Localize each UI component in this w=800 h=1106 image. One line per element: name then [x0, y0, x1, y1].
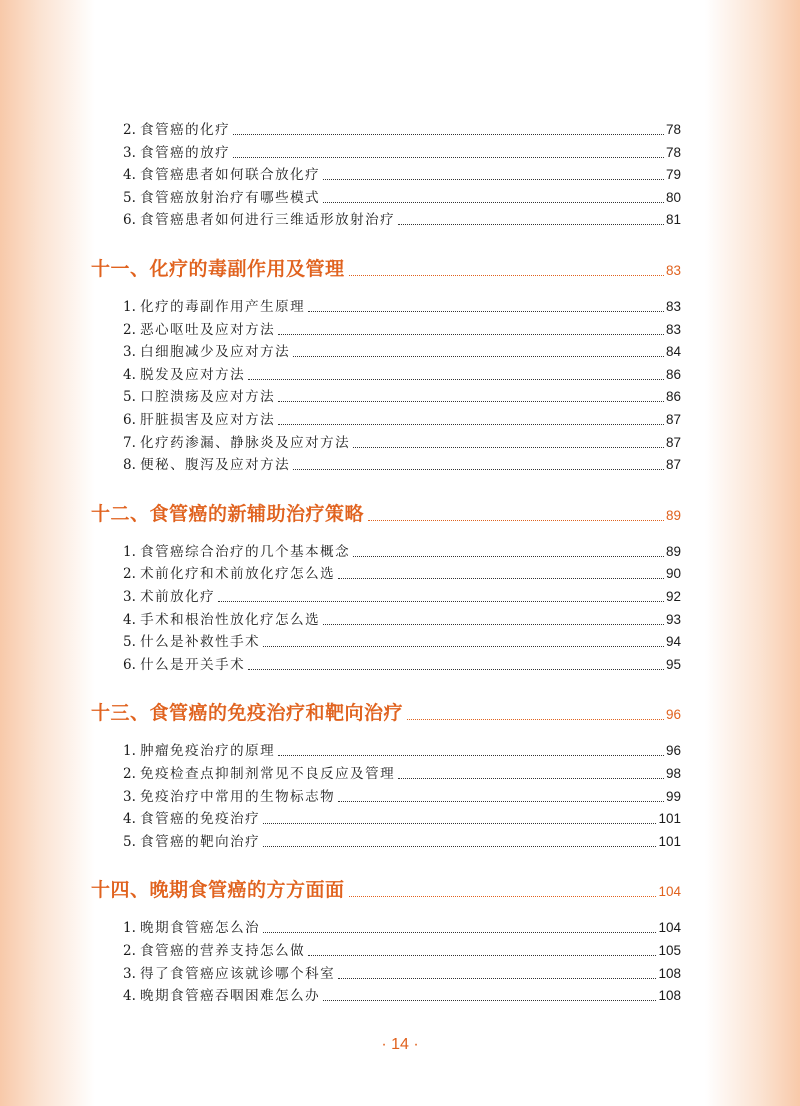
- toc-item-number: 5.: [123, 634, 141, 651]
- dot-leader: [323, 202, 664, 203]
- toc-item[interactable]: [123, 188, 681, 208]
- toc-item-title: 晚期食管癌吞咽困难怎么办: [140, 988, 321, 1005]
- dot-leader: [263, 646, 664, 647]
- toc-item[interactable]: [123, 433, 681, 453]
- dot-leader: [398, 778, 664, 779]
- toc-item[interactable]: [123, 964, 681, 984]
- toc-item-title: 手术和根治性放化疗怎么选: [140, 611, 321, 628]
- toc-page-number: 89: [665, 543, 681, 559]
- toc-page-number: 108: [658, 965, 681, 981]
- toc-item-title: 脱发及应对方法: [140, 366, 246, 383]
- toc-page-number: 90: [665, 566, 681, 582]
- toc-item-number: 3.: [123, 589, 141, 605]
- toc-item-number: 4.: [123, 611, 141, 628]
- toc-item-title: 晚期食管癌怎么治: [140, 920, 261, 937]
- toc-item-title: 得了食管癌应该就诊哪个科室: [140, 965, 336, 982]
- toc-item-title: 食管癌患者如何进行三维适形放射治疗: [140, 212, 396, 229]
- toc-item-number: 5.: [123, 833, 141, 850]
- dot-leader: [308, 955, 656, 956]
- dot-leader: [353, 556, 664, 557]
- toc-page-number: 105: [658, 943, 681, 958]
- toc-section[interactable]: [91, 253, 681, 283]
- toc-section[interactable]: [91, 697, 681, 727]
- dot-leader: [338, 801, 664, 802]
- dot-leader: [263, 823, 656, 824]
- dot-leader: [398, 224, 664, 225]
- toc-item-number: 1.: [123, 543, 141, 560]
- toc-page-number: 79: [665, 167, 681, 183]
- toc-item-number: 3.: [123, 965, 141, 982]
- dot-leader: [338, 578, 664, 579]
- toc-item-number: 6.: [123, 656, 141, 673]
- toc-item-title: 食管癌的靶向治疗: [140, 833, 261, 850]
- toc-page-number: 108: [658, 988, 681, 1004]
- toc-item-title: 免疫检查点抑制剂常见不良反应及管理: [140, 766, 396, 782]
- toc-page-number: 104: [658, 920, 681, 936]
- toc-item-title: 肝脏损害及应对方法: [140, 412, 276, 428]
- toc-item[interactable]: [123, 387, 681, 407]
- toc-item-number: 5.: [123, 389, 141, 406]
- toc-page-number: 87: [665, 434, 681, 450]
- toc-item-title: 口腔溃疡及应对方法: [140, 389, 276, 406]
- dot-leader: [278, 755, 664, 756]
- dot-leader: [278, 401, 664, 402]
- toc-item-number: 1.: [123, 299, 141, 315]
- toc-item-title: 食管癌的免疫治疗: [140, 811, 261, 828]
- toc-page-number: 84: [665, 344, 681, 360]
- toc-page-number: 101: [658, 811, 681, 827]
- toc-item[interactable]: [123, 410, 681, 430]
- toc-item-title: 肿瘤免疫治疗的原理: [140, 743, 276, 760]
- toc-item[interactable]: [123, 787, 681, 807]
- dot-leader: [353, 447, 664, 448]
- dot-leader: [248, 379, 664, 380]
- dot-leader: [278, 424, 664, 425]
- toc-page-number: 80: [665, 189, 681, 205]
- toc-item-title: 术前放化疗: [140, 589, 216, 605]
- dot-leader: [263, 846, 656, 847]
- toc-page-number: 89: [665, 507, 681, 523]
- toc-item[interactable]: [123, 764, 681, 784]
- toc-page-number: 92: [665, 589, 681, 604]
- toc-page-number: 96: [665, 707, 681, 723]
- toc-item-title: 食管癌的营养支持怎么做: [140, 943, 306, 959]
- toc-page-number: 78: [665, 122, 681, 137]
- toc-page-number: 87: [665, 412, 681, 427]
- toc-item-title: 便秘、腹泻及应对方法: [140, 457, 291, 474]
- toc-item[interactable]: [123, 587, 681, 607]
- toc-section[interactable]: [91, 874, 681, 904]
- toc-item-number: 5.: [123, 189, 141, 206]
- toc-page-number: 78: [665, 144, 681, 160]
- toc-item-title: 化疗的毒副作用产生原理: [140, 299, 306, 315]
- dot-leader: [248, 669, 664, 670]
- toc-item[interactable]: [123, 564, 681, 584]
- toc-item[interactable]: [123, 741, 681, 761]
- dot-leader: [349, 896, 657, 897]
- toc-page-number: 101: [658, 833, 681, 849]
- toc-item[interactable]: [123, 986, 681, 1006]
- toc-item[interactable]: [123, 455, 681, 475]
- dot-leader: [308, 311, 664, 312]
- toc-item[interactable]: [123, 632, 681, 652]
- toc-page-number: 86: [665, 366, 681, 382]
- toc-item[interactable]: [123, 941, 681, 961]
- toc-item[interactable]: [123, 297, 681, 317]
- toc-item-title: 食管癌放射治疗有哪些模式: [140, 189, 321, 206]
- dot-leader: [338, 978, 656, 979]
- dot-leader: [278, 334, 664, 335]
- toc-item[interactable]: [123, 320, 681, 340]
- dot-leader: [323, 1000, 656, 1001]
- dot-leader: [233, 134, 664, 135]
- toc-item-title: 什么是补救性手术: [140, 634, 261, 651]
- toc-section-title: 十四、晚期食管癌的方方面面: [91, 879, 345, 902]
- dot-leader: [263, 932, 656, 933]
- toc-item[interactable]: [123, 809, 681, 829]
- toc-item-number: 3.: [123, 144, 141, 161]
- toc-item-title: 食管癌的放疗: [140, 144, 231, 161]
- toc-page-number: 104: [658, 884, 681, 900]
- toc-item-title: 白细胞减少及应对方法: [140, 344, 291, 361]
- toc-item[interactable]: [123, 342, 681, 362]
- dot-leader: [407, 719, 664, 720]
- toc-item-number: 1.: [123, 743, 141, 760]
- toc-page-number: 83: [665, 299, 681, 314]
- toc-item[interactable]: [123, 832, 681, 852]
- toc-item-number: 2.: [123, 766, 141, 782]
- dot-leader: [233, 157, 664, 158]
- dot-leader: [349, 275, 664, 276]
- toc-item[interactable]: [123, 542, 681, 562]
- toc-item[interactable]: [123, 655, 681, 675]
- toc-page-number: 81: [665, 212, 681, 228]
- toc-section-title: 十三、食管癌的免疫治疗和靶向治疗: [91, 702, 404, 725]
- dot-leader: [368, 520, 664, 521]
- toc-item-number: 6.: [123, 412, 141, 428]
- page-number: · 14 ·: [381, 1036, 419, 1053]
- toc-page-number: 86: [665, 389, 681, 405]
- toc-item[interactable]: [123, 610, 681, 630]
- toc-item[interactable]: [123, 143, 681, 163]
- toc-item-number: 2.: [123, 122, 141, 138]
- toc-item[interactable]: [123, 120, 681, 140]
- toc-page-number: 94: [665, 634, 681, 650]
- toc-item-title: 什么是开关手术: [140, 656, 246, 673]
- dot-leader: [323, 624, 664, 625]
- toc-item-number: 7.: [123, 434, 141, 451]
- toc-section[interactable]: [91, 498, 681, 528]
- toc-section-title: 十二、食管癌的新辅助治疗策略: [91, 502, 365, 525]
- toc-item[interactable]: [123, 365, 681, 385]
- toc-item-number: 4.: [123, 167, 141, 184]
- toc-item-number: 2.: [123, 943, 141, 959]
- toc-page-number: 83: [665, 263, 681, 278]
- toc-item-number: 8.: [123, 457, 141, 474]
- toc-page-number: 98: [665, 766, 681, 781]
- toc-item[interactable]: [123, 210, 681, 230]
- toc-item-title: 食管癌的化疗: [140, 122, 231, 138]
- toc-item-number: 1.: [123, 920, 141, 937]
- toc-section-title: 十一、化疗的毒副作用及管理: [91, 258, 345, 280]
- dot-leader: [218, 601, 664, 602]
- toc-item-number: 6.: [123, 212, 141, 229]
- toc-item-number: 4.: [123, 988, 141, 1005]
- toc-item-title: 术前化疗和术前放化疗怎么选: [140, 566, 336, 583]
- toc-item-number: 4.: [123, 366, 141, 383]
- dot-leader: [293, 356, 664, 357]
- dot-leader: [293, 469, 664, 470]
- toc-item-number: 3.: [123, 788, 141, 805]
- toc-page-number: 83: [665, 321, 681, 337]
- toc-page-number: 95: [665, 656, 681, 672]
- toc-item-number: 2.: [123, 321, 141, 338]
- toc-item[interactable]: [123, 165, 681, 185]
- toc-item-title: 食管癌患者如何联合放化疗: [140, 167, 321, 184]
- toc-item[interactable]: [123, 918, 681, 938]
- toc-item-title: 恶心呕吐及应对方法: [140, 321, 276, 338]
- toc-item-title: 化疗药渗漏、静脉炎及应对方法: [140, 434, 351, 451]
- toc-item-title: 食管癌综合治疗的几个基本概念: [140, 543, 351, 560]
- toc-item-number: 4.: [123, 811, 141, 828]
- dot-leader: [323, 179, 664, 180]
- toc-page-number: 93: [665, 611, 681, 627]
- toc-item-number: 2.: [123, 566, 141, 583]
- toc-page-number: 87: [665, 457, 681, 473]
- toc-item-number: 3.: [123, 344, 141, 361]
- toc-item-title: 免疫治疗中常用的生物标志物: [140, 788, 336, 805]
- toc-page-number: 99: [665, 788, 681, 804]
- toc-page-number: 96: [665, 743, 681, 759]
